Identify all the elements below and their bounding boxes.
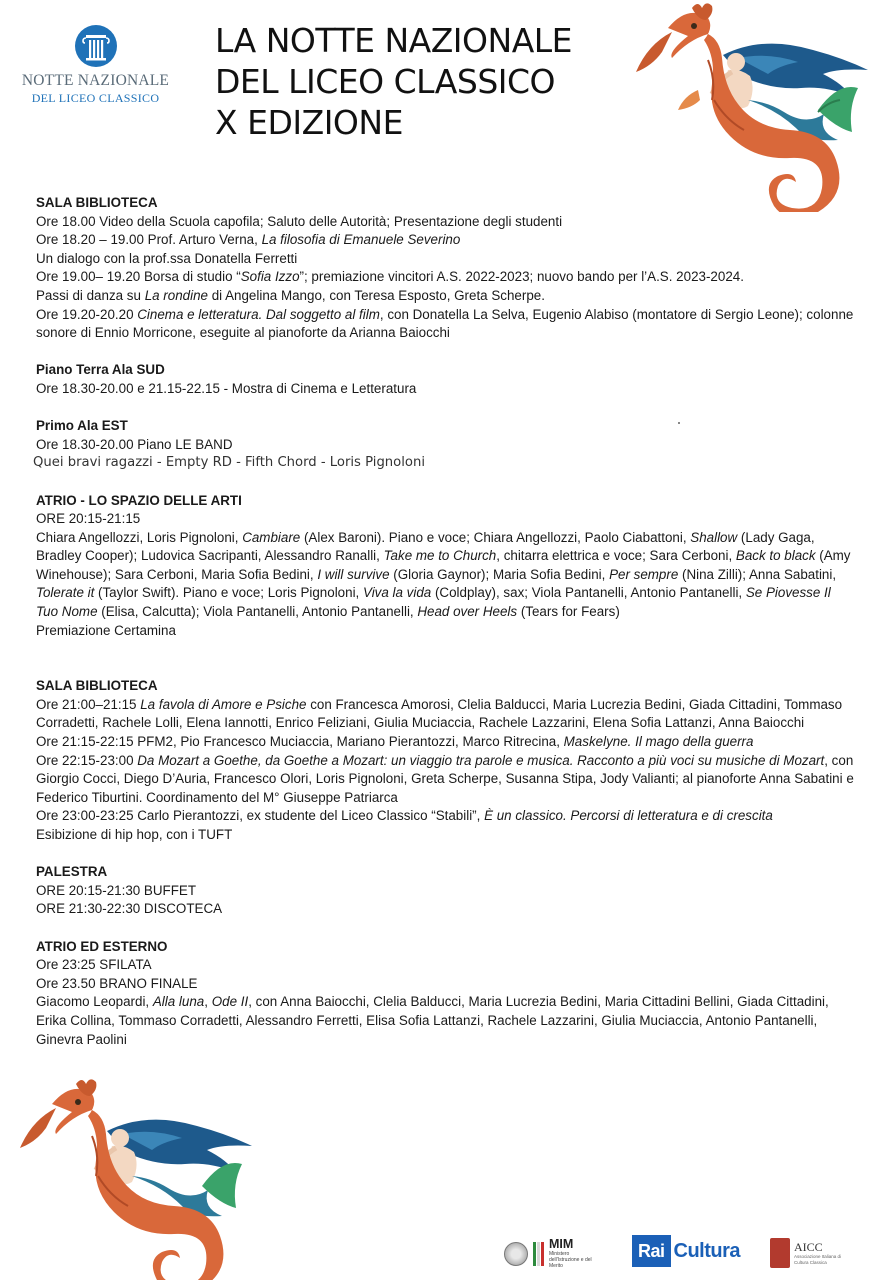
italian-emblem-icon [504,1242,528,1266]
program-section [36,863,856,919]
aicc-emblem-icon [770,1238,790,1268]
program-line: ORE 20:15-21:30 BUFFET [36,882,197,898]
rai-cultura-logo [632,1235,740,1267]
seahorse-mermaid-illustration [628,0,868,212]
title-line-2: DEL LICEO CLASSICO [215,62,556,101]
program-content [33,194,856,1068]
section-heading: Primo Ala EST [36,418,128,434]
mim-subtitle: Ministero dell'Istruzione e del Merito [549,1251,592,1269]
program-line: Ore 18.00 Video della Scuola capofila; Saluto delle Autorità; Presentazione degli studenti [36,213,563,229]
program-line: Ore 18.20 – 19.00 Prof. Arturo Verna, La filosofia di Emanuele Severino [36,232,461,248]
section-heading: ATRIO ED ESTERNO [36,938,168,954]
program-line: Chiara Angellozzi, Loris Pignoloni, Cambiare (Alex Baroni). Piano e voce; Chiara Angellozzi, Paolo Ciabattoni, Shallow (Lady Gaga, Bradley Cooper); Ludovica Sacripanti, Alessandro Ranalli, Take me to Church, chitarra elettrica e voce; Sara Cerboni, Back to black (Amy Winehouse); Sara Cerboni, Maria Sofia Bedini, I will survive (Gloria Gaynor); Maria Sofia Bedini, Per sempre (Nina Zilli); Anna Sabatini, Tolerate it (Taylor Swift). Piano e voce; Loris Pignoloni, Viva la vida (Coldplay), sax; Viola Pantanelli, Antonio Pantanelli, Se Piovesse Il Tuo Nome (Elisa, Calcutta); Viola Pantanelli, Antonio Pantanelli, Head over Heels (Tears for Fears) [36,529,851,620]
program-line: ORE 20:15-21:15 [36,511,141,527]
page-title [215,20,572,143]
program-line: Esibizione di hip hop, con i TUFT [36,827,233,842]
event-logo [18,24,173,106]
section-heading: SALA BIBLIOTECA [36,678,158,694]
program-line: Giacomo Leopardi, Alla luna, Ode II, con Anna Baiocchi, Clelia Balducci, Maria Lucrezia Bedini, Maria Cittadini Bellini, Giada Cittadini, Erika Collina, Tommaso Corradetti, Alessandro Ferretti, Elisa Sofia Lattanzi, Rachele Lazzarini, Giulia Muciaccia, Antonio Pantanelli, Ginevra Paolini [36,994,829,1047]
program-line: ORE 21:30-22:30 DISCOTECA [36,901,223,917]
program-line: Ore 23:00-23:25 Carlo Pierantozzi, ex studente del Liceo Classico “Stabili”, È un classico. Percorsi di letteratura e di crescita [36,808,773,824]
aicc-logo [770,1238,842,1268]
program-section [36,194,856,343]
aicc-subtitle: Associazione Italiana di Cultura Classica [794,1254,842,1265]
program-line: Ore 21:15-22:15 PFM2, Pio Francesco Muciaccia, Mariano Pierantozzi, Marco Ritrecina, Maskelyne. Il mago della guerra [36,734,754,750]
logo-line-1: NOTTE NAZIONALE [21,72,170,89]
program-section [36,938,856,1050]
section-heading: ATRIO - LO SPAZIO DELLE ARTI [36,492,242,508]
program-section [36,677,856,844]
program-section [33,417,856,473]
seahorse-mermaid-illustration-bottom [12,1076,252,1280]
title-line-3: X EDIZIONE [215,103,403,142]
program-line: Premiazione Certamina [36,622,176,638]
program-line: Ore 23:25 SFILATA [36,957,152,973]
rai-cultura-word: Cultura [673,1239,741,1262]
column-icon [74,24,118,68]
sponsor-logos [500,1234,860,1274]
section-heading: SALA BIBLIOTECA [36,195,158,210]
stray-dot [678,422,680,424]
program-line: Ore 23.50 BRANO FINALE [36,975,198,991]
title-line-1: LA NOTTE NAZIONALE [215,21,573,60]
aicc-title: AICC [794,1240,823,1254]
section-heading: PALESTRA [36,864,108,880]
logo-line-2: DEL LICEO CLASSICO [31,91,160,105]
program-line: Un dialogo con la prof.ssa Donatella Ferretti [36,250,298,266]
program-line: Ore 22:15-23:00 Da Mozart a Goethe, da Goethe a Mozart: un viaggio tra parole e musica. Racconto a più voci su musiche di Mozart, con Giorgio Cocci, Diego D’Auria, Francesco Olori, Loris Pignoloni, Greta Scherpe, Susanna Stipa, Jody Valianti; al pianoforte Anna Sabatini e Federico Tiburtini. Coordinamento del M° Giuseppe Patriarca [36,752,854,805]
mim-title: MIM [549,1237,574,1251]
mim-logo [504,1238,595,1269]
program-line: Passi di danza su La rondine di Angelina Mango, con Teresa Esposto, Greta Scherpe. [36,287,545,303]
program-line: Ore 19.20-20.20 Cinema e letteratura. Dal soggetto al film, con Donatella La Selva, Eugenio Alabiso (montatore di Sergio Leone); colonne sonore di Ennio Morricone, eseguite al pianoforte da Arianna Baiocchi [36,306,854,341]
program-line: Ore 18.30-20.00 Piano LE BAND [36,436,233,452]
program-section [36,492,856,641]
section-heading: Piano Terra Ala SUD [36,362,165,378]
rai-box: Rai [632,1235,671,1267]
program-section [36,361,856,398]
flag-bars-icon [533,1242,545,1266]
program-line: Ore 21:00–21:15 La favola di Amore e Psiche con Francesca Amorosi, Clelia Balducci, Maria Lucrezia Bedini, Giada Cittadini, Tommaso Corradetti, Rachele Lolli, Elena Iannotti, Enrico Feliziani, Giulia Muciaccia, Rachele Lazzarini, Elena Sofia Lattanzi, Anna Baiocchi [36,696,843,731]
program-line: Ore 19.00– 19.20 Borsa di studio “Sofia Izzo”; premiazione vincitori A.S. 2022-2023; nuovo bando per l’A.S. 2023-2024. [36,269,744,285]
band-list-line: Quei bravi ragazzi - Empty RD - Fifth Chord - Loris Pignoloni [33,455,425,471]
program-line: Ore 18.30-20.00 e 21.15-22.15 - Mostra di Cinema e Letteratura [36,380,417,396]
